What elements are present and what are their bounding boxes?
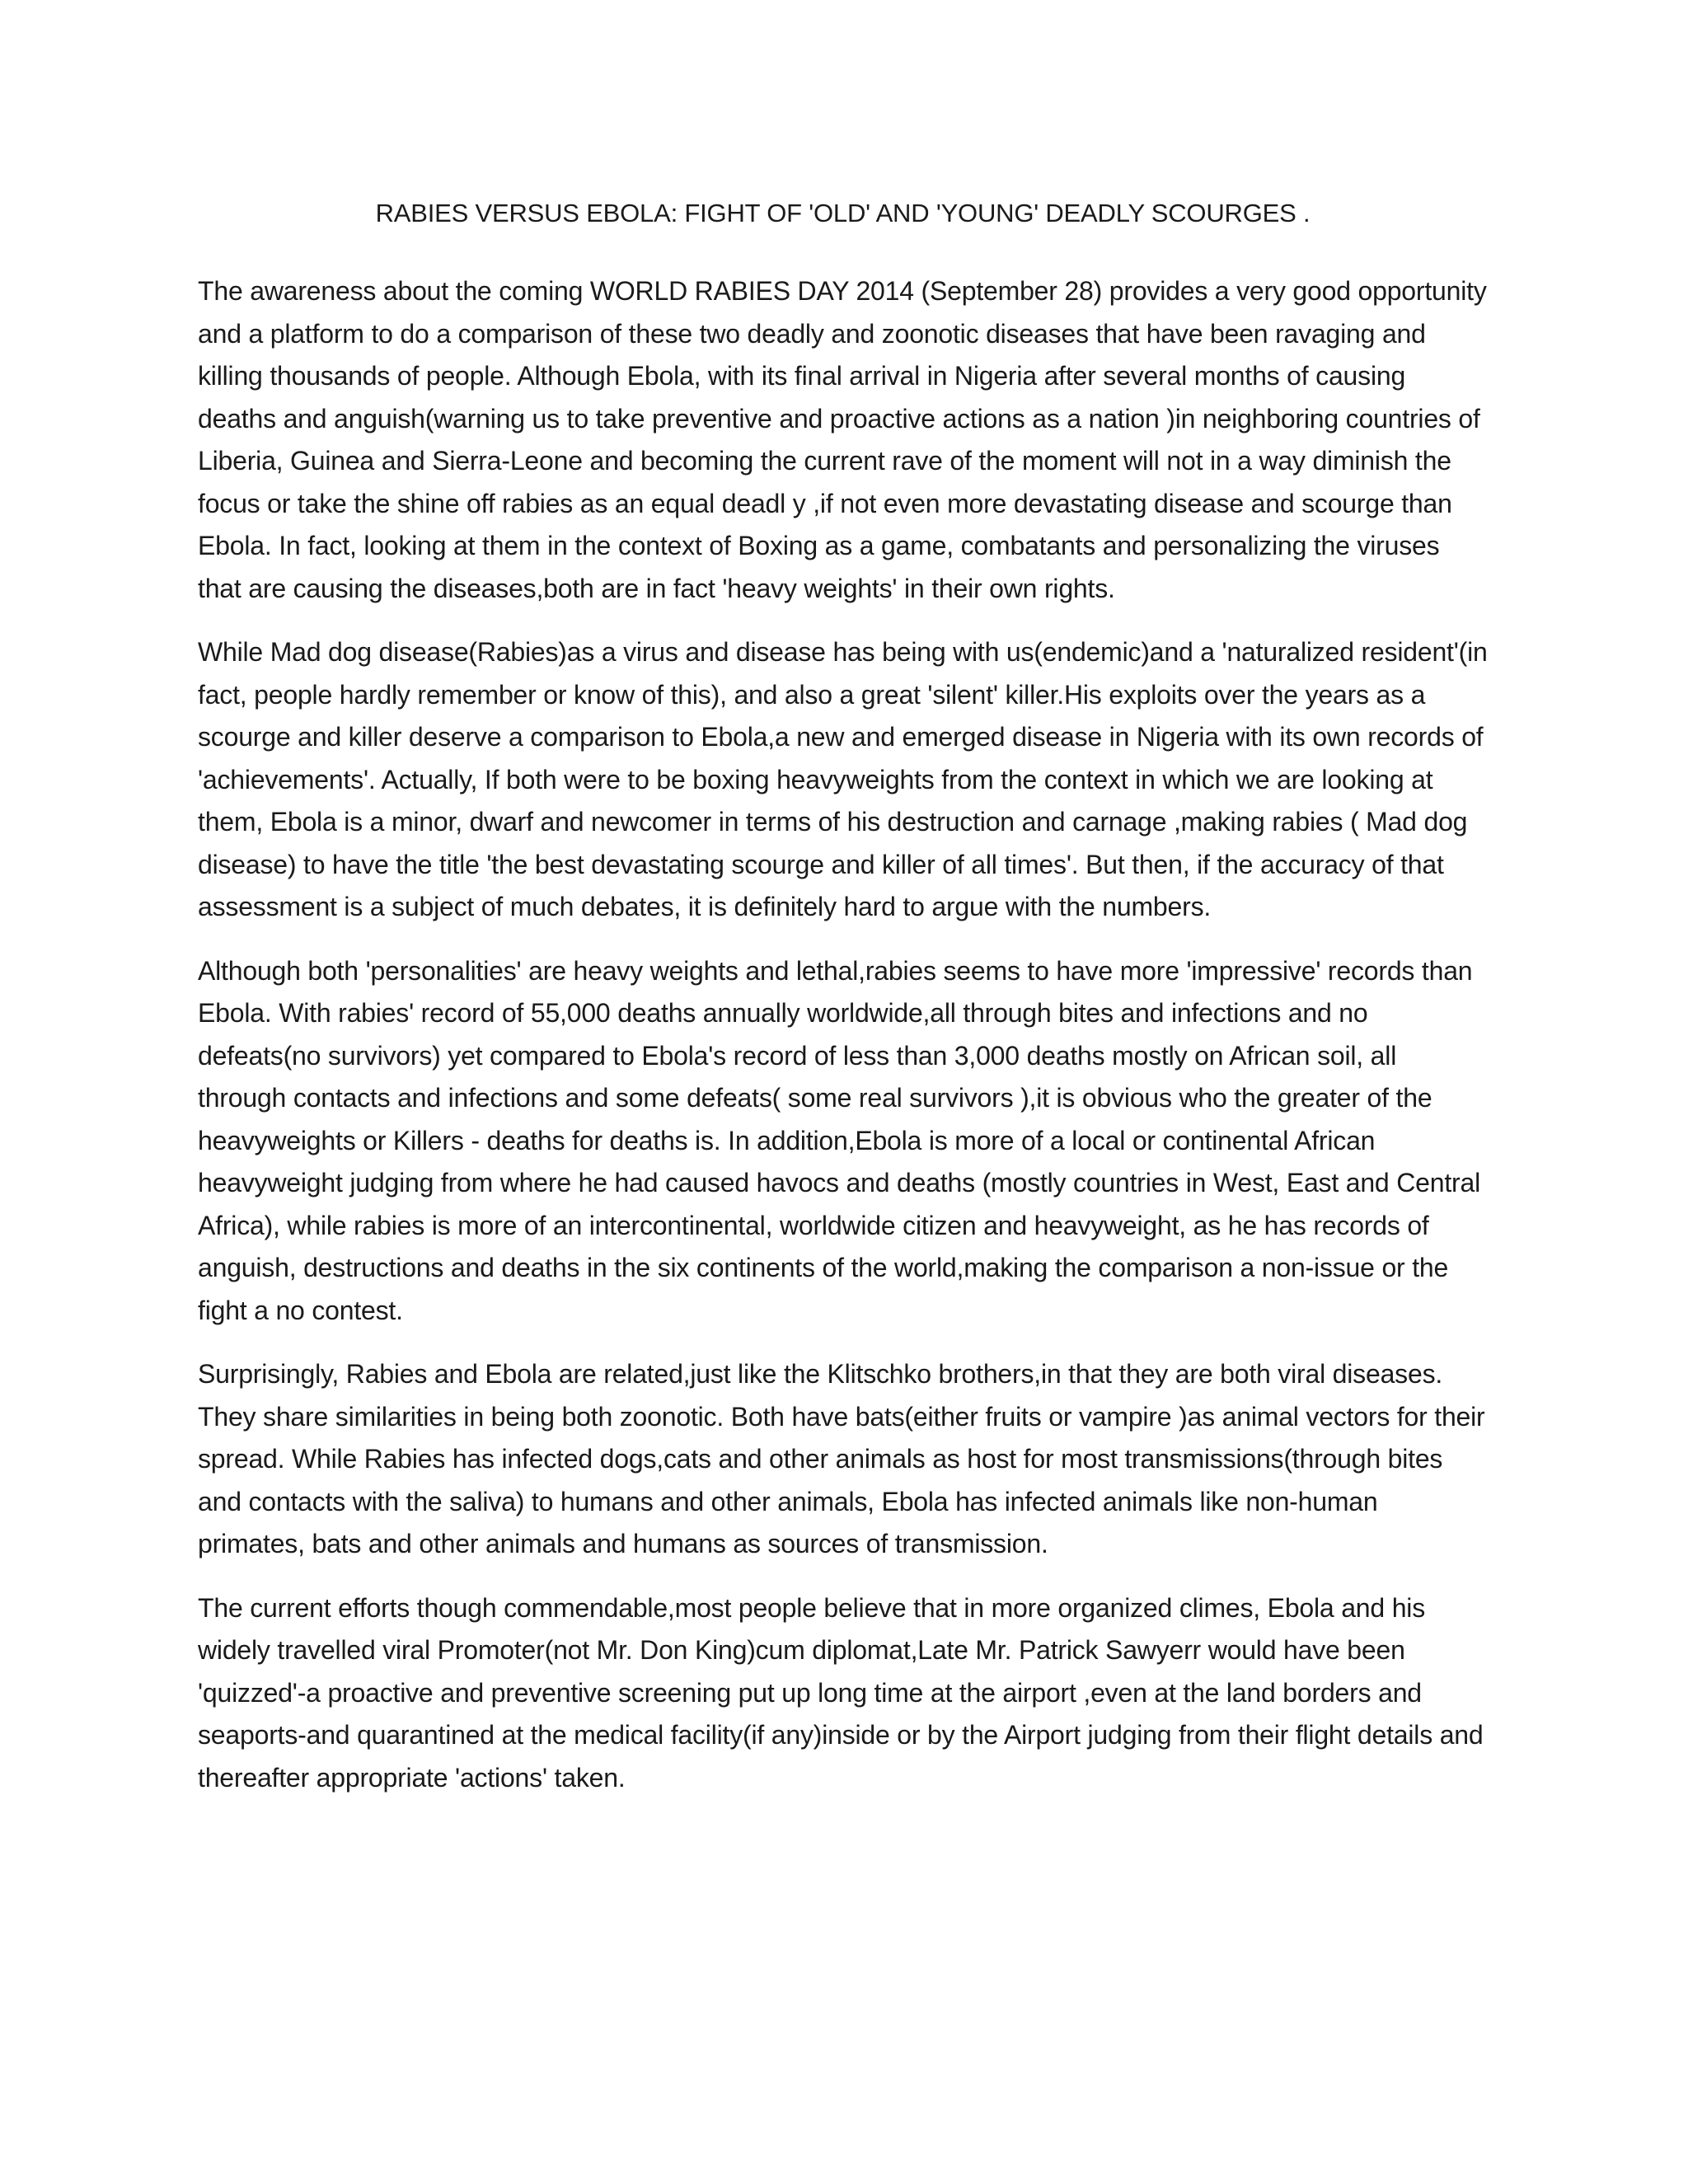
paragraph-5: The current efforts though commendable,most people believe that in more organized climes, Ebola and his widely travelled viral Promoter(not Mr. Don King)cum diplomat,Late Mr. Patrick Sawyerr would have been 'quizzed'-a proactive and preventive screening put up long time at the airport ,even at the land borders and seaports-and quarantined at the medical facility(if any)inside or by the Airport judging from their flight details and thereafter appropriate 'actions' taken. [198,1592,1484,1793]
paragraph-3: Although both 'personalities' are heavy weights and lethal,rabies seems to have more 'impressive' records than Ebola. With rabies' record of 55,000 deaths annually worldwide,all through bites and infections and no defeats(no survivors) yet compared to Ebola's record of less than 3,000 deaths mostly on African soil, all through contacts and infections and some defeats( some real survivors ),it is obvious who the greater of the heavyweights or Killers - deaths for deaths is. In addition,Ebola is more of a local or continental African heavyweight judging from where he had caused havocs and deaths (mostly countries in West, East and Central Africa), while rabies is more of an intercontinental, worldwide citizen and heavyweight, as he has records of anguish, destructions and deaths in the six continents of the world,making the comparison a non-issue or the fight a no contest. [198,955,1480,1325]
document-title: RABIES VERSUS EBOLA: FIGHT OF 'OLD' AND 'YOUNG' DEADLY SCOURGES . [375,199,1311,227]
paragraph-4: Surprisingly, Rabies and Ebola are related,just like the Klitschko brothers,in that they are both viral diseases. They share similarities in being both zoonotic. Both have bats(either fruits or vampire )as animal vectors for their spread. While Rabies has infected dogs,cats and other animals as host for most transmissions(through bites and contacts with the saliva) to humans and other animals, Ebola has infected animals like non-human primates, bats and other animals and humans as sources of transmission. [198,1359,1485,1558]
document-body [198,191,1488,1821]
paragraph-1: The awareness about the coming WORLD RABIES DAY 2014 (September 28) provides a very good opportunity and a platform to do a comparison of these two deadly and zoonotic diseases that have been ravaging and killing thousands of people. Although Ebola, with its final arrival in Nigeria after several months of causing deaths and anguish(warning us to take preventive and proactive actions as a nation )in neighboring countries of Liberia, Guinea and Sierra-Leone and becoming the current rave of the moment will not in a way diminish the focus or take the shine off rabies as an equal deadl y ,if not even more devastating disease and scourge than Ebola. In fact, looking at them in the context of Boxing as a game, combatants and personalizing the viruses that are causing the diseases,both are in fact 'heavy weights' in their own rights. [198,276,1487,603]
paragraph-2: While Mad dog disease(Rabies)as a virus and disease has being with us(endemic)and a 'naturalized resident'(in fact, people hardly remember or know of this), and also a great 'silent' killer.His exploits over the years as a scourge and killer deserve a comparison to Ebola,a new and emerged disease in Nigeria with its own records of 'achievements'. Actually, If both were to be boxing heavyweights from the context in which we are looking at them, Ebola is a minor, dwarf and newcomer in terms of his destruction and carnage ,making rabies ( Mad dog disease) to have the title 'the best devastating scourge and killer of all times'. But then, if the accuracy of that assessment is a subject of much debates, it is definitely hard to argue with the numbers. [198,637,1488,921]
